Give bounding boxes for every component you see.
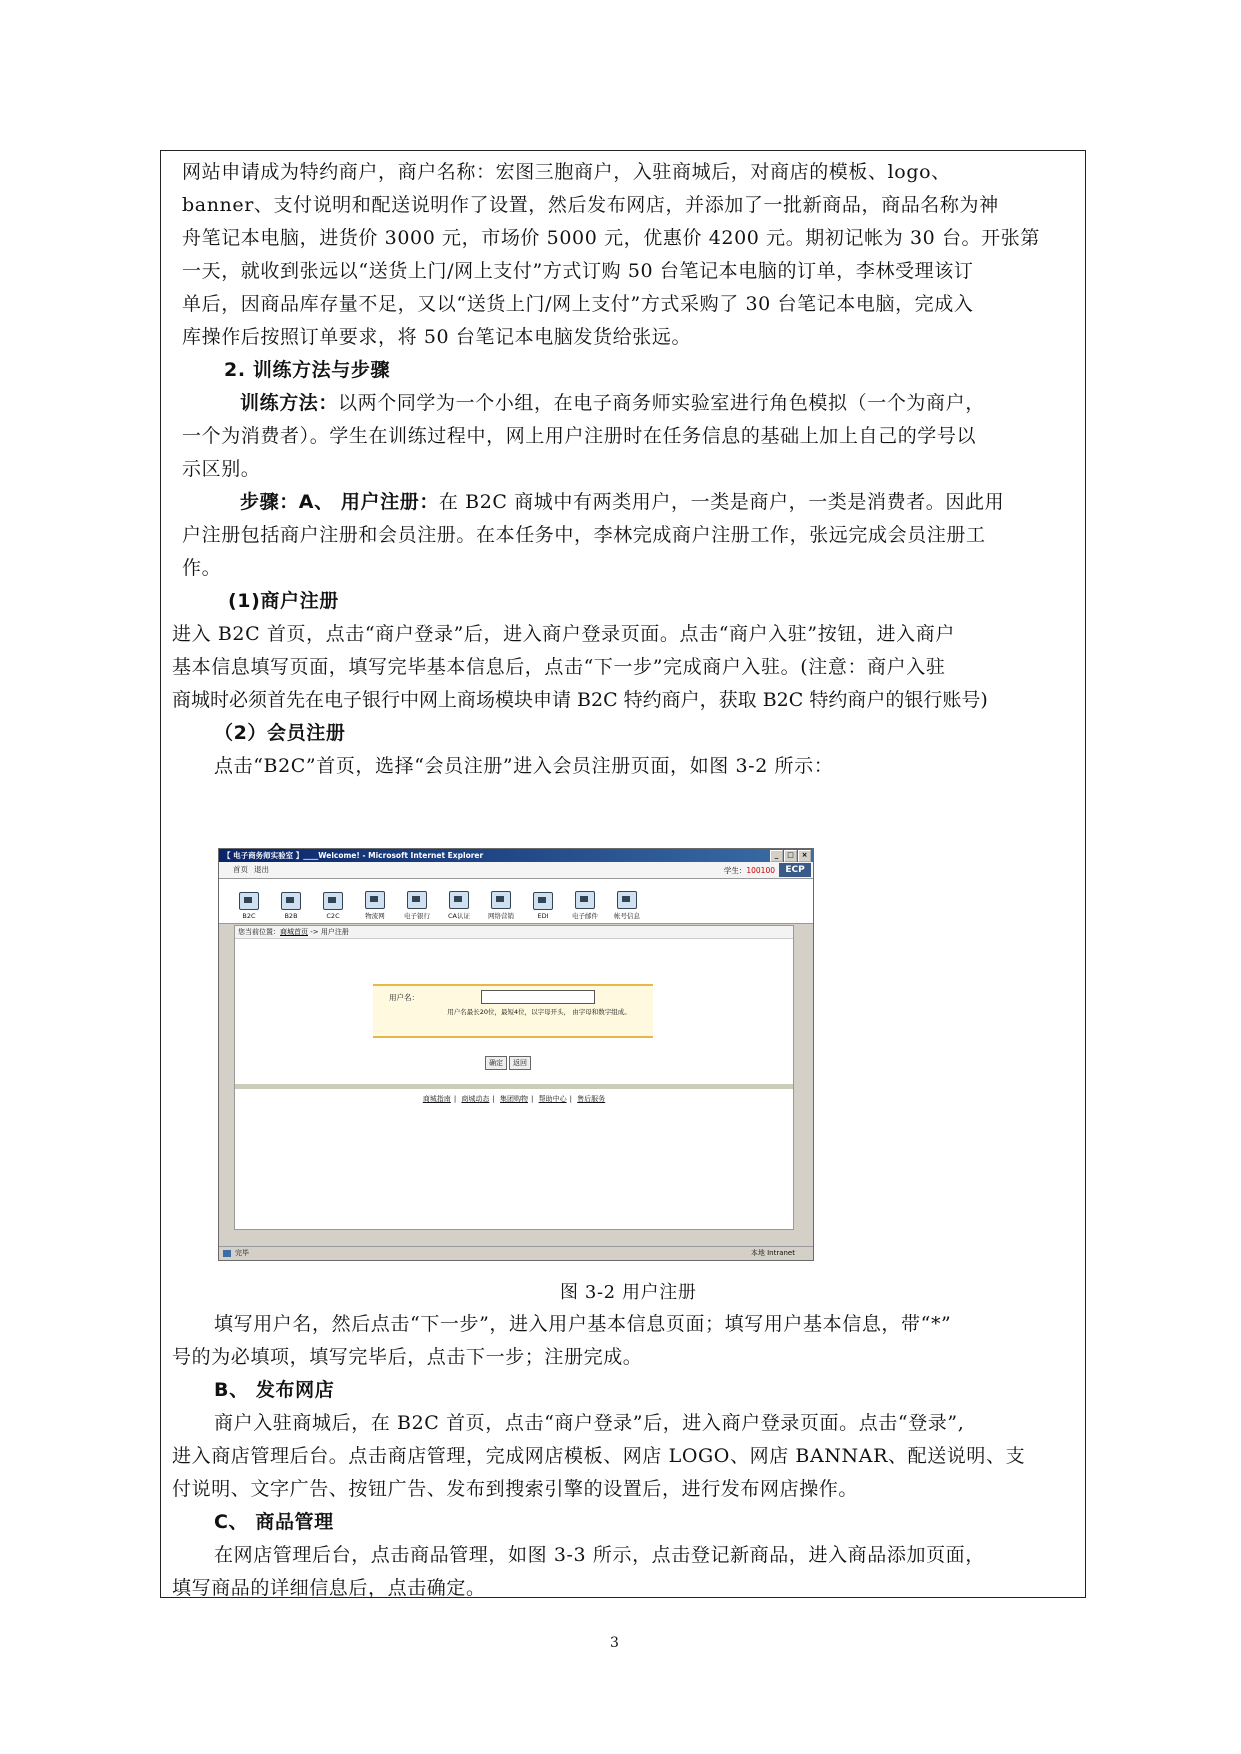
paragraph-line [240,391,1241,415]
certificate-icon [449,891,469,909]
back-button[interactable]: 返回 [509,1056,531,1070]
tool-label: C2C [326,912,340,920]
footer-links: 商城指南 | 商城动态 | 集团购物 | 帮助中心 | 售后服务 [422,1095,606,1103]
menu-bar [219,862,813,879]
page-number: 3 [610,1635,619,1651]
inline-label: 训练方法： [240,392,339,414]
subsection-heading: (1)商户注册 [228,590,339,612]
paragraph-line: 户注册包括商户注册和会员注册。在本任务中，李林完成商户注册工作，张远完成会员注册工 [182,524,986,546]
footer-link-help[interactable]: 帮助中心 [538,1095,567,1103]
mail-icon [575,891,595,909]
tool-ca[interactable] [443,891,475,923]
tool-ebank[interactable] [401,891,433,923]
breadcrumb-current: -> 用户注册 [308,928,349,936]
window-title: 【 电子商务师实验室 】____Welcome! - Microsoft Internet Explorer [223,851,484,860]
paragraph-line: 填写用户名，然后点击“下一步”，进入用户基本信息页面；填写用户基本信息，带“*” [214,1313,952,1335]
confirm-button[interactable]: 确定 [485,1056,507,1070]
tool-label: B2B [284,912,298,920]
paragraph-line: 进入商店管理后台。点击商店管理，完成网店模板、网店 LOGO、网店 BANNAR、配送说明、支 [172,1445,1026,1467]
divider [235,1084,793,1089]
bank-icon [407,891,427,909]
paragraph-line: 在网店管理后台，点击商品管理，如图 3-3 所示，点击登记新商品，进入商品添加页面， [214,1544,985,1566]
username-label: 用户名： [389,993,419,1002]
paragraph-line: 点击“B2C”首页，选择“会员注册”进入会员注册页面，如图 3-2 所示： [214,755,834,777]
edi-icon [533,892,553,910]
tool-marketing[interactable] [485,891,517,923]
breadcrumb-home-link[interactable]: 商城首页 [280,928,308,936]
page-icon [223,1250,231,1257]
tool-label: 电子邮件 [572,912,598,920]
tool-email[interactable] [569,891,601,923]
truck-icon [365,891,385,909]
tool-b2b[interactable] [275,892,307,923]
module-toolbar [219,879,813,924]
network-icon [491,891,511,909]
page-content [234,925,794,1230]
inline-text: 以两个同学为一个小组，在电子商务师实验室进行角色模拟（一个为商户， [338,392,985,414]
paragraph-line: 库操作后按照订单要求，将 50 台笔记本电脑发货给张远。 [182,326,692,348]
status-bar [219,1246,813,1260]
paragraph-line: 填写商品的详细信息后，点击确定。 [172,1577,486,1599]
status-text: 完毕 [235,1249,249,1257]
registration-form [373,984,653,1038]
b2b-icon [281,892,301,910]
paragraph-line: 商城时必须首先在电子银行中网上商场模块申请 B2C 特约商户，获取 B2C 特约商户的银行账号) [172,689,988,711]
maximize-button[interactable]: □ [784,850,797,862]
student-label: 学生： [723,866,747,875]
paragraph-line: 基本信息填写页面，填写完毕基本信息后，点击“下一步”完成商户入驻。(注意：商户入驻 [172,656,946,678]
footer-link-service[interactable]: 售后服务 [577,1095,606,1103]
paragraph-line: 舟笔记本电脑，进货价 3000 元，市场价 5000 元，优惠价 4200 元。期初记帐为 30 台。开张第 [182,227,1040,249]
ecp-logo: ECP [779,863,811,877]
tool-label: 物流网 [365,912,385,920]
account-icon [617,891,637,909]
section-heading: B、 发布网店 [214,1379,335,1401]
tool-account[interactable] [611,891,643,923]
minimize-button[interactable]: _ [770,850,783,862]
inline-text: 在 B2C 商城中有两类用户，一类是商户，一类是消费者。因此用 [438,491,1005,513]
username-hint: 用户名最长20位，最短4位，以字母开头， 由字母和数字组成。 [447,1008,631,1016]
paragraph-line: banner、支付说明和配送说明作了设置，然后发布网店，并添加了一批新商品，商品名称为神 [182,194,999,216]
subsection-heading: （2）会员注册 [214,722,346,744]
menu-logout[interactable]: 退出 [254,865,269,874]
paragraph-line: 网站申请成为特约商户，商户名称：宏图三胞商户，入驻商城后，对商店的模板、logo、 [182,161,951,183]
c2c-icon [323,892,343,910]
zone-text: 本地 Intranet [750,1249,795,1257]
tool-label: EDI [537,912,549,920]
registration-screenshot [218,848,814,1261]
paragraph-line [240,490,1241,514]
menu-home[interactable]: 首页 [233,865,248,874]
breadcrumb [235,926,793,939]
paragraph-line: 作。 [182,557,222,579]
tool-label: 网络营销 [488,912,514,920]
paragraph-line: 示区别。 [182,458,261,480]
paragraph-line: 付说明、文字广告、按钮广告、发布到搜索引擎的设置后，进行发布网店操作。 [172,1478,859,1500]
inline-label: 步骤：A、 用户注册： [240,491,439,513]
tool-label: 电子银行 [404,912,430,920]
window-titlebar [219,849,813,862]
paragraph-line: 单后，因商品库存量不足，又以“送货上门/网上支付”方式采购了 30 台笔记本电脑，完成入 [182,293,974,315]
tool-label: 帐号信息 [614,912,640,920]
paragraph-line: 商户入驻商城后，在 B2C 首页，点击“商户登录”后，进入商户登录页面。点击“登录”, [214,1412,965,1434]
paragraph-line: 一个为消费者）。学生在训练过程中，网上用户注册时在任务信息的基础上加上自己的学号以 [182,425,977,447]
section-heading: 2. 训练方法与步骤 [224,359,391,381]
tool-b2c[interactable] [233,892,265,923]
breadcrumb-prefix: 您当前位置： [238,928,280,936]
tool-label: B2C [242,912,256,920]
paragraph-line: 号的为必填项，填写完毕后，点击下一步；注册完成。 [172,1346,643,1368]
tool-c2c[interactable] [317,892,349,923]
student-info [724,863,775,879]
footer-link-guide[interactable]: 商城指南 [422,1095,451,1103]
paragraph-line: 一天，就收到张远以“送货上门/网上支付”方式订购 50 台笔记本电脑的订单，李林受理该订 [182,260,974,282]
footer-link-news[interactable]: 商城动态 [461,1095,490,1103]
section-heading: C、 商品管理 [214,1511,334,1533]
close-button[interactable]: × [798,850,811,862]
paragraph-line: 进入 B2C 首页，点击“商户登录”后，进入商户登录页面。点击“商户入驻”按钮，进入商户 [172,623,955,645]
footer-link-group[interactable]: 集团购物 [500,1095,528,1103]
figure-caption: 图 3-2 用户注册 [560,1282,697,1303]
b2c-icon [239,892,259,910]
student-id: 100100 [746,866,775,875]
tool-edi[interactable] [527,892,559,923]
username-input[interactable] [481,990,595,1004]
tool-label: CA认证 [448,912,470,920]
tool-logistics[interactable] [359,891,391,923]
